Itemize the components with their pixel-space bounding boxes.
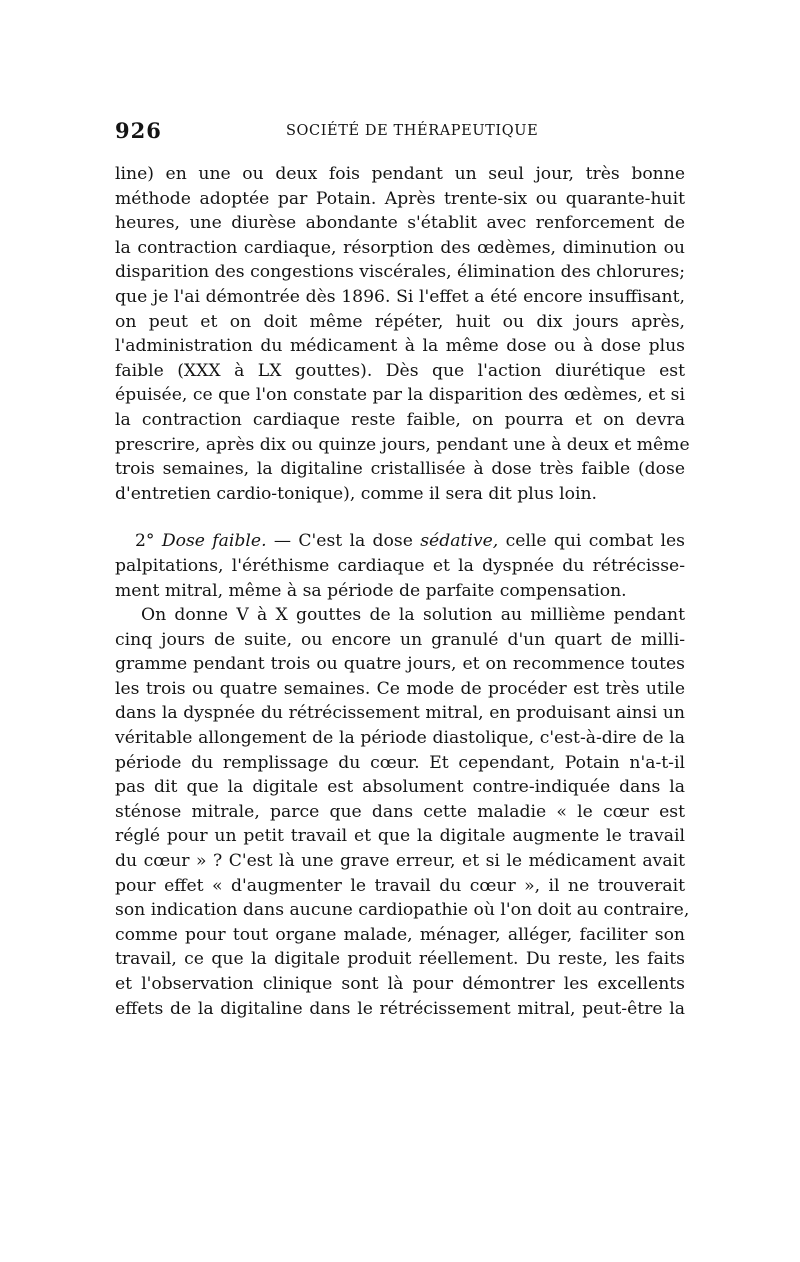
text-line: ment mitral, même à sa période de parfaite compensation. xyxy=(115,580,627,601)
italic-term: sédative, xyxy=(420,531,499,552)
text-line: comme pour tout organe malade, ménager, alléger, faciliter son xyxy=(115,924,685,945)
text-line: pour effet « d'augmenter le travail du cœur », il ne trouverait xyxy=(115,875,685,896)
paragraph-3 xyxy=(115,603,690,1021)
text-line: réglé pour un petit travail et que la digitale augmente le travail xyxy=(115,826,685,847)
text-line: la contraction cardiaque, résorption des œdèmes, diminution ou xyxy=(115,237,685,258)
text-line: cinq jours de suite, ou encore un granulé d'un quart de milli- xyxy=(115,629,685,650)
text-line: la contraction cardiaque reste faible, on pourra et on devra xyxy=(115,409,685,430)
page-number: 926 xyxy=(115,118,162,143)
paragraph-1 xyxy=(115,162,690,506)
page-header xyxy=(115,118,685,148)
section-number: 2° xyxy=(135,531,155,552)
section-2-heading-line xyxy=(115,529,685,554)
paragraph-gap xyxy=(115,506,685,529)
section-2 xyxy=(115,529,685,603)
text-line: On donne V à X gouttes de la solution au millième pendant xyxy=(141,605,685,626)
running-head: SOCIÉTÉ DE THÉRAPEUTIQUE xyxy=(286,123,539,139)
em-dash: — xyxy=(273,531,292,552)
section-title: Dose faible. xyxy=(161,531,267,552)
text-line: trois semaines, la digitaline cristallisée à dose très faible (dose xyxy=(115,459,685,480)
text-line: prescrire, après dix ou quinze jours, pendant une à deux et même xyxy=(115,434,690,455)
text-line: dans la dyspnée du rétrécissement mitral, en produisant ainsi un xyxy=(115,703,685,724)
text-line: l'administration du médicament à la même dose ou à dose plus xyxy=(115,336,685,357)
text-line: et l'observation clinique sont là pour démontrer les excellents xyxy=(115,974,685,994)
text-line: du cœur » ? C'est là une grave erreur, et si le médicament avait xyxy=(115,851,685,872)
text-line: sténose mitrale, parce que dans cette maladie « le cœur est xyxy=(115,801,685,822)
text-line: d'entretien cardio-tonique), comme il sera dit plus loin. xyxy=(115,483,597,504)
text-line: effets de la digitaline dans le rétrécissement mitral, peut-être la xyxy=(115,998,685,1019)
text-line: pas dit que la digitale est absolument contre-indiquée dans la xyxy=(115,777,685,798)
text-line: les trois ou quatre semaines. Ce mode de procéder est très utile xyxy=(115,678,685,699)
text-line: faible (XXX à LX gouttes). Dès que l'action diurétique est xyxy=(115,360,685,381)
text-line: on peut et on doit même répéter, huit ou dix jours après, xyxy=(115,311,685,332)
body-text xyxy=(115,162,690,1021)
text-line: palpitations, l'éréthisme cardiaque et la dyspnée du rétrécisse- xyxy=(115,555,685,576)
text-fragment: celle qui combat les xyxy=(505,531,685,552)
text-line: épuisée, ce que l'on constate par la disparition des œdèmes, et si xyxy=(115,385,685,406)
text-line: que je l'ai démontrée dès 1896. Si l'effet a été encore insuffisant, xyxy=(115,286,685,307)
text-fragment: C'est la dose xyxy=(298,531,413,552)
text-line: heures, une diurèse abondante s'établit avec renforcement de xyxy=(115,213,685,234)
text-line: line) en une ou deux fois pendant un seul jour, très bonne xyxy=(115,164,685,184)
text-line: véritable allongement de la période diastolique, c'est-à-dire de la xyxy=(115,728,685,749)
text-line: disparition des congestions viscérales, élimination des chlorures; xyxy=(115,262,685,283)
text-line: gramme pendant trois ou quatre jours, et on recommence toutes xyxy=(115,654,685,675)
text-line: travail, ce que la digitale produit réellement. Du reste, les faits xyxy=(115,949,685,970)
text-line: méthode adoptée par Potain. Après trente-six ou quarante-huit xyxy=(115,188,685,209)
text-line: son indication dans aucune cardiopathie où l'on doit au contraire, xyxy=(115,900,690,921)
text-line: période du remplissage du cœur. Et cependant, Potain n'a-t-il xyxy=(115,752,685,773)
